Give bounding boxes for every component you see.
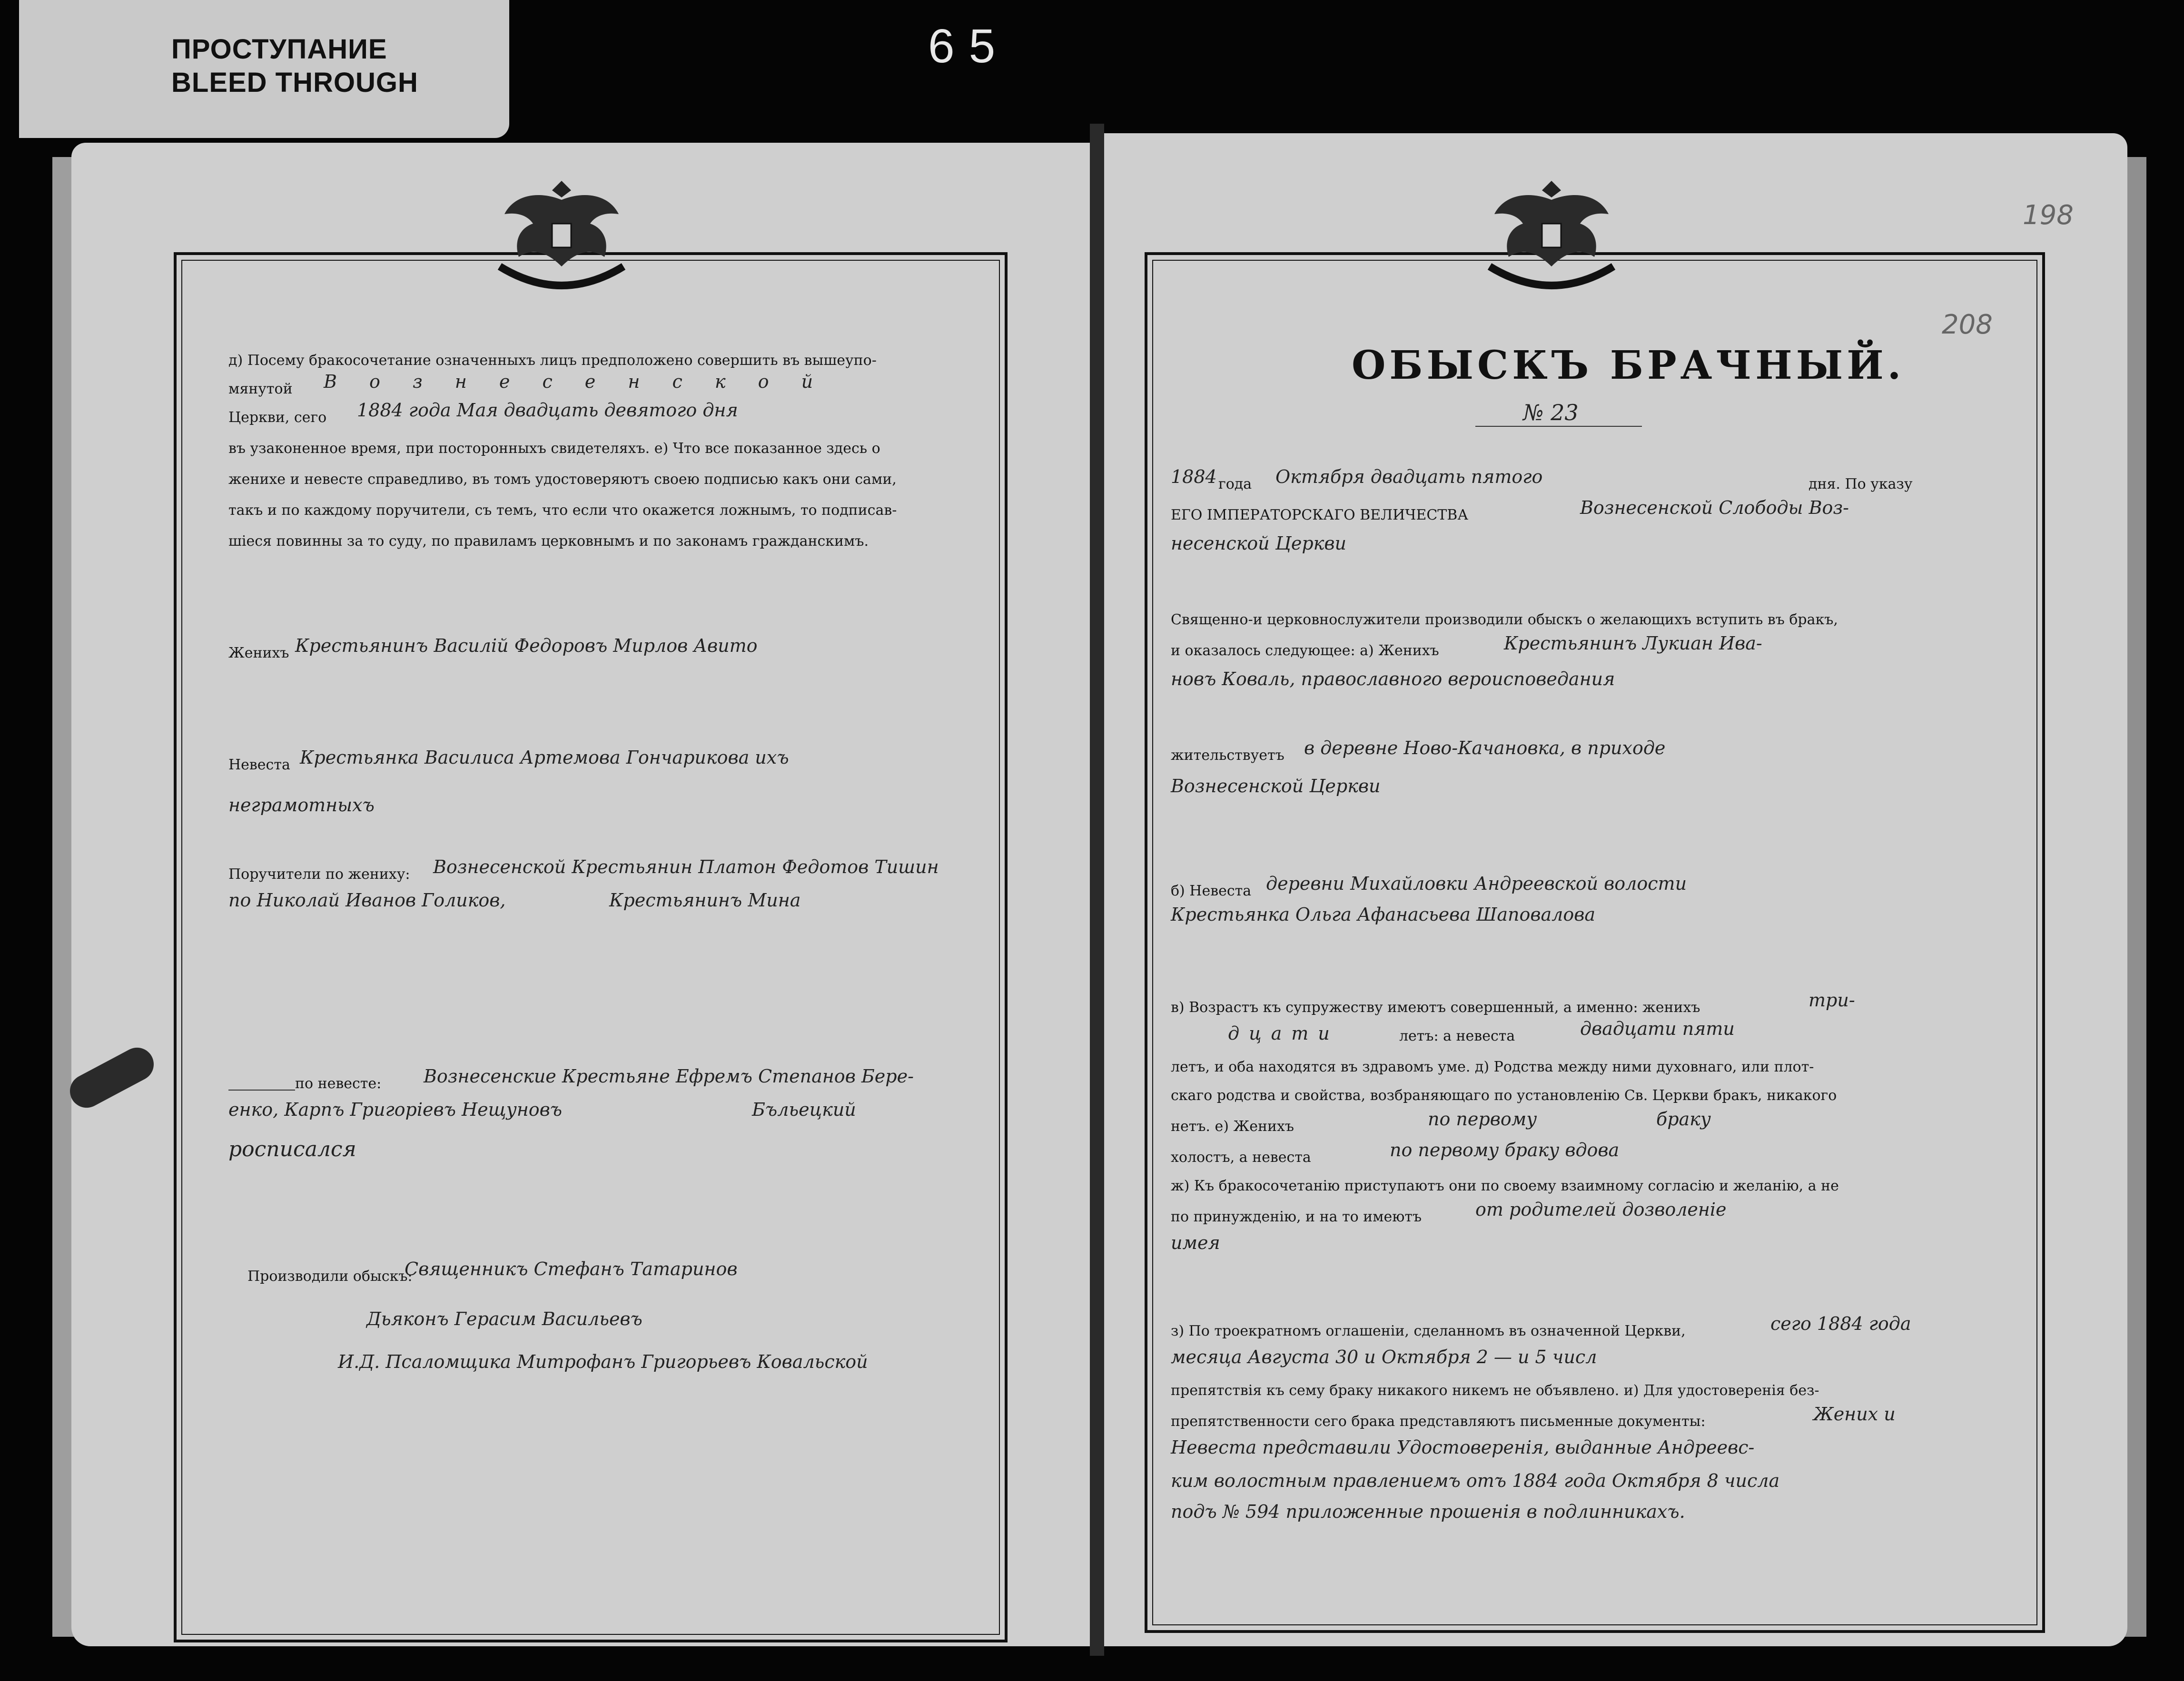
groom-hand-1: Крестьянинъ Лукиан Ива-: [1504, 633, 1762, 654]
majesty-hand-2: несенской Церкви: [1171, 533, 1346, 554]
kin-line: скаго родства и свойства, возбраняющаго по установленiю Св. Церкви бракъ, никакого: [1171, 1087, 1837, 1104]
bride-sureties-hand-3: Бъльецкий: [752, 1099, 856, 1120]
impediment-line: препятствiя къ сему браку никакого никемъ не объявлено. и) Для удостоверенiя без-: [1171, 1382, 1819, 1399]
bride-label: Невеста: [228, 757, 290, 773]
bride-hand-right-1: деревни Михайловки Андреевской волости: [1266, 873, 1687, 894]
bride-hand-2: неграмотныхъ: [228, 795, 375, 816]
groom-hand: Крестьянинъ Василiй Федоровъ Мирлов Авито: [295, 635, 758, 656]
left-page: [71, 143, 1090, 1646]
documents-hand-3: ким волостным правлениемъ отъ 1884 года Октября 8 числа: [1171, 1470, 1780, 1491]
document-title: ОБЫСКЪ БРАЧНЫЙ.: [1352, 343, 1905, 388]
age-years-label: летъ: а невеста: [1399, 1028, 1515, 1044]
hand-church-name: В о з н е с е н с к о й: [324, 371, 827, 392]
resides-hand-1: в деревне Ново-Качановка, в приходе: [1304, 737, 1666, 758]
intro-line-3: Церкви, сего: [228, 409, 327, 426]
label-line-2: BLEED THROUGH: [171, 67, 418, 98]
pencil-folio-number: 198: [2023, 200, 2074, 231]
consent-hand-2: имея: [1171, 1232, 1220, 1253]
compulsion-line: по принужденiю, и на то имеютъ: [1171, 1209, 1422, 1225]
majesty-hand: Вознесенской Слободы Воз-: [1580, 497, 1849, 518]
performers-hand-3: И.Д. Псаломщика Митрофанъ Григорьевъ Ковальской: [338, 1351, 868, 1372]
performers-hand-1: Священникъ Стефанъ Татаринов: [405, 1258, 738, 1279]
age-hand-2: дцати: [1228, 1023, 1339, 1044]
age-line: в) Возрастъ къ супружеству имеютъ совершенный, а именно: женихъ: [1171, 999, 1700, 1016]
groom-sureties-hand-1: Вознесенской Крестьянин Платон Федотов Тишин: [433, 856, 939, 877]
pencil-record-number: 208: [1942, 309, 1993, 340]
banns-hand-2: месяца Августа 30 и Октября 2 — и 5 числ: [1171, 1347, 1597, 1367]
record-number-hand: № 23: [1523, 400, 1579, 425]
groom-sureties-hand-2: по Николай Иванов Голиков,: [228, 890, 506, 911]
resides-label: жительствуетъ: [1171, 747, 1285, 764]
performers-hand-2: Дьяконъ Герасим Васильевъ: [366, 1308, 642, 1329]
bride-label-right: б) Невеста: [1171, 883, 1252, 899]
date-label: года: [1218, 476, 1252, 492]
clergy-line: Священно-и церковнослужители производили обыскъ о желающихъ вступить въ бракъ,: [1171, 611, 1838, 628]
label-line-1: ПРОСТУПАНИЕ: [171, 34, 387, 65]
frame-number: 65: [928, 20, 1010, 73]
year-hand: 1884: [1171, 466, 1217, 487]
performers-label: Производили обыскъ:: [247, 1268, 413, 1285]
documents-hand-4: подъ № 594 приложенные прошенiя в подлинникахъ.: [1171, 1501, 1685, 1522]
consent-hand: от родителей дозволенiе: [1475, 1199, 1727, 1220]
intro-line-4: въ узаконенное время, при посторонныхъ свидетеляхъ. е) Что все показанное здесь о: [228, 440, 880, 457]
hand-date: 1884 года Мая двадцать девятого дня: [357, 400, 738, 421]
age-hand-1: три-: [1808, 990, 1855, 1011]
age-hand-3: двадцати пяти: [1580, 1018, 1735, 1039]
bleed-through-label: [19, 0, 509, 138]
groom-label: Женихъ: [228, 645, 289, 661]
documents-hand-1: Жених и: [1813, 1404, 1896, 1425]
documents-hand-2: Невеста представили Удостоверенiя, выданные Андреевс-: [1171, 1437, 1755, 1458]
double-headed-eagle-icon: [485, 171, 638, 295]
bride-marriage-hand: по первому браку вдова: [1390, 1140, 1620, 1160]
consent-line: ж) Къ бракосочетанiю приступаютъ они по своему взаимному согласiю и желанiю, а не: [1171, 1178, 1839, 1194]
banns-line: з) По троекратномъ оглашенiи, сделанномъ въ означенной Церкви,: [1171, 1323, 1686, 1339]
banns-hand: сего 1884 года: [1770, 1313, 1911, 1334]
bride-hand-1: Крестьянка Василиса Артемова Гончарикова ихъ: [300, 747, 789, 768]
bride-sureties-hand-1: Вознесенские Крестьяне Ефремъ Степанов Бере-: [424, 1066, 914, 1087]
right-page: [1104, 133, 2127, 1646]
groom-sureties-hand-3: Крестьянинъ Мина: [609, 890, 801, 911]
bride-sureties-label: по невесте:: [295, 1075, 382, 1092]
bride-marriage-line: холостъ, а невеста: [1171, 1149, 1311, 1166]
left-page-border: [174, 252, 1008, 1642]
resides-hand-2: Вознесенской Церкви: [1171, 776, 1381, 796]
groom-hand-2: новъ Коваль, православного вероисповедания: [1171, 668, 1615, 689]
book-gutter: [1090, 124, 1104, 1656]
health-line: летъ, и оба находятся въ здравомъ уме. д) Родства между ними духовнаго, или плот-: [1171, 1059, 1814, 1075]
found-line: и оказалось следующее: а) Женихъ: [1171, 642, 1439, 659]
bride-hand-right-2: Крестьянка Ольга Афанасьева Шаповалова: [1171, 904, 1595, 925]
brak-hand: браку: [1656, 1109, 1711, 1130]
intro-line-2: мянутой: [228, 381, 293, 397]
intro-line-1: д) Посему бракосочетание означенныхъ лицъ предположено совершить въ вышеупо-: [228, 352, 877, 369]
none-line: нетъ. е) Женихъ: [1171, 1118, 1294, 1135]
groom-marriage-hand: по первому: [1428, 1109, 1537, 1130]
intro-line-7: шiеся повинны за то суду, по правиламъ церковнымъ и по законамъ гражданскимъ.: [228, 533, 869, 550]
documents-line: препятственности сего брака представляютъ письменные документы:: [1171, 1413, 1706, 1430]
number-rule: [1475, 426, 1642, 427]
bride-sureties-rule: [228, 1090, 295, 1091]
intro-line-6: такъ и по каждому поручители, съ темъ, что если что окажется ложнымъ, то подписав-: [228, 502, 897, 519]
bride-sureties-hand-2: енко, Карпъ Григорiевъ Нещуновъ: [228, 1099, 563, 1120]
double-headed-eagle-icon: [1475, 171, 1628, 295]
intro-line-5: женихе и невесте справедливо, въ томъ удостоверяютъ своею подписью какъ они сами,: [228, 471, 897, 488]
groom-sureties-label: Поручители по жениху:: [228, 866, 410, 883]
bride-sureties-hand-4: росписался: [228, 1137, 356, 1161]
majesty-line: ЕГО IМПЕРАТОРСКАГО ВЕЛИЧЕСТВА: [1171, 507, 1469, 523]
date-line-tail: дня. По указу: [1808, 476, 1913, 492]
date-hand: Октября двадцать пятого: [1275, 466, 1543, 487]
